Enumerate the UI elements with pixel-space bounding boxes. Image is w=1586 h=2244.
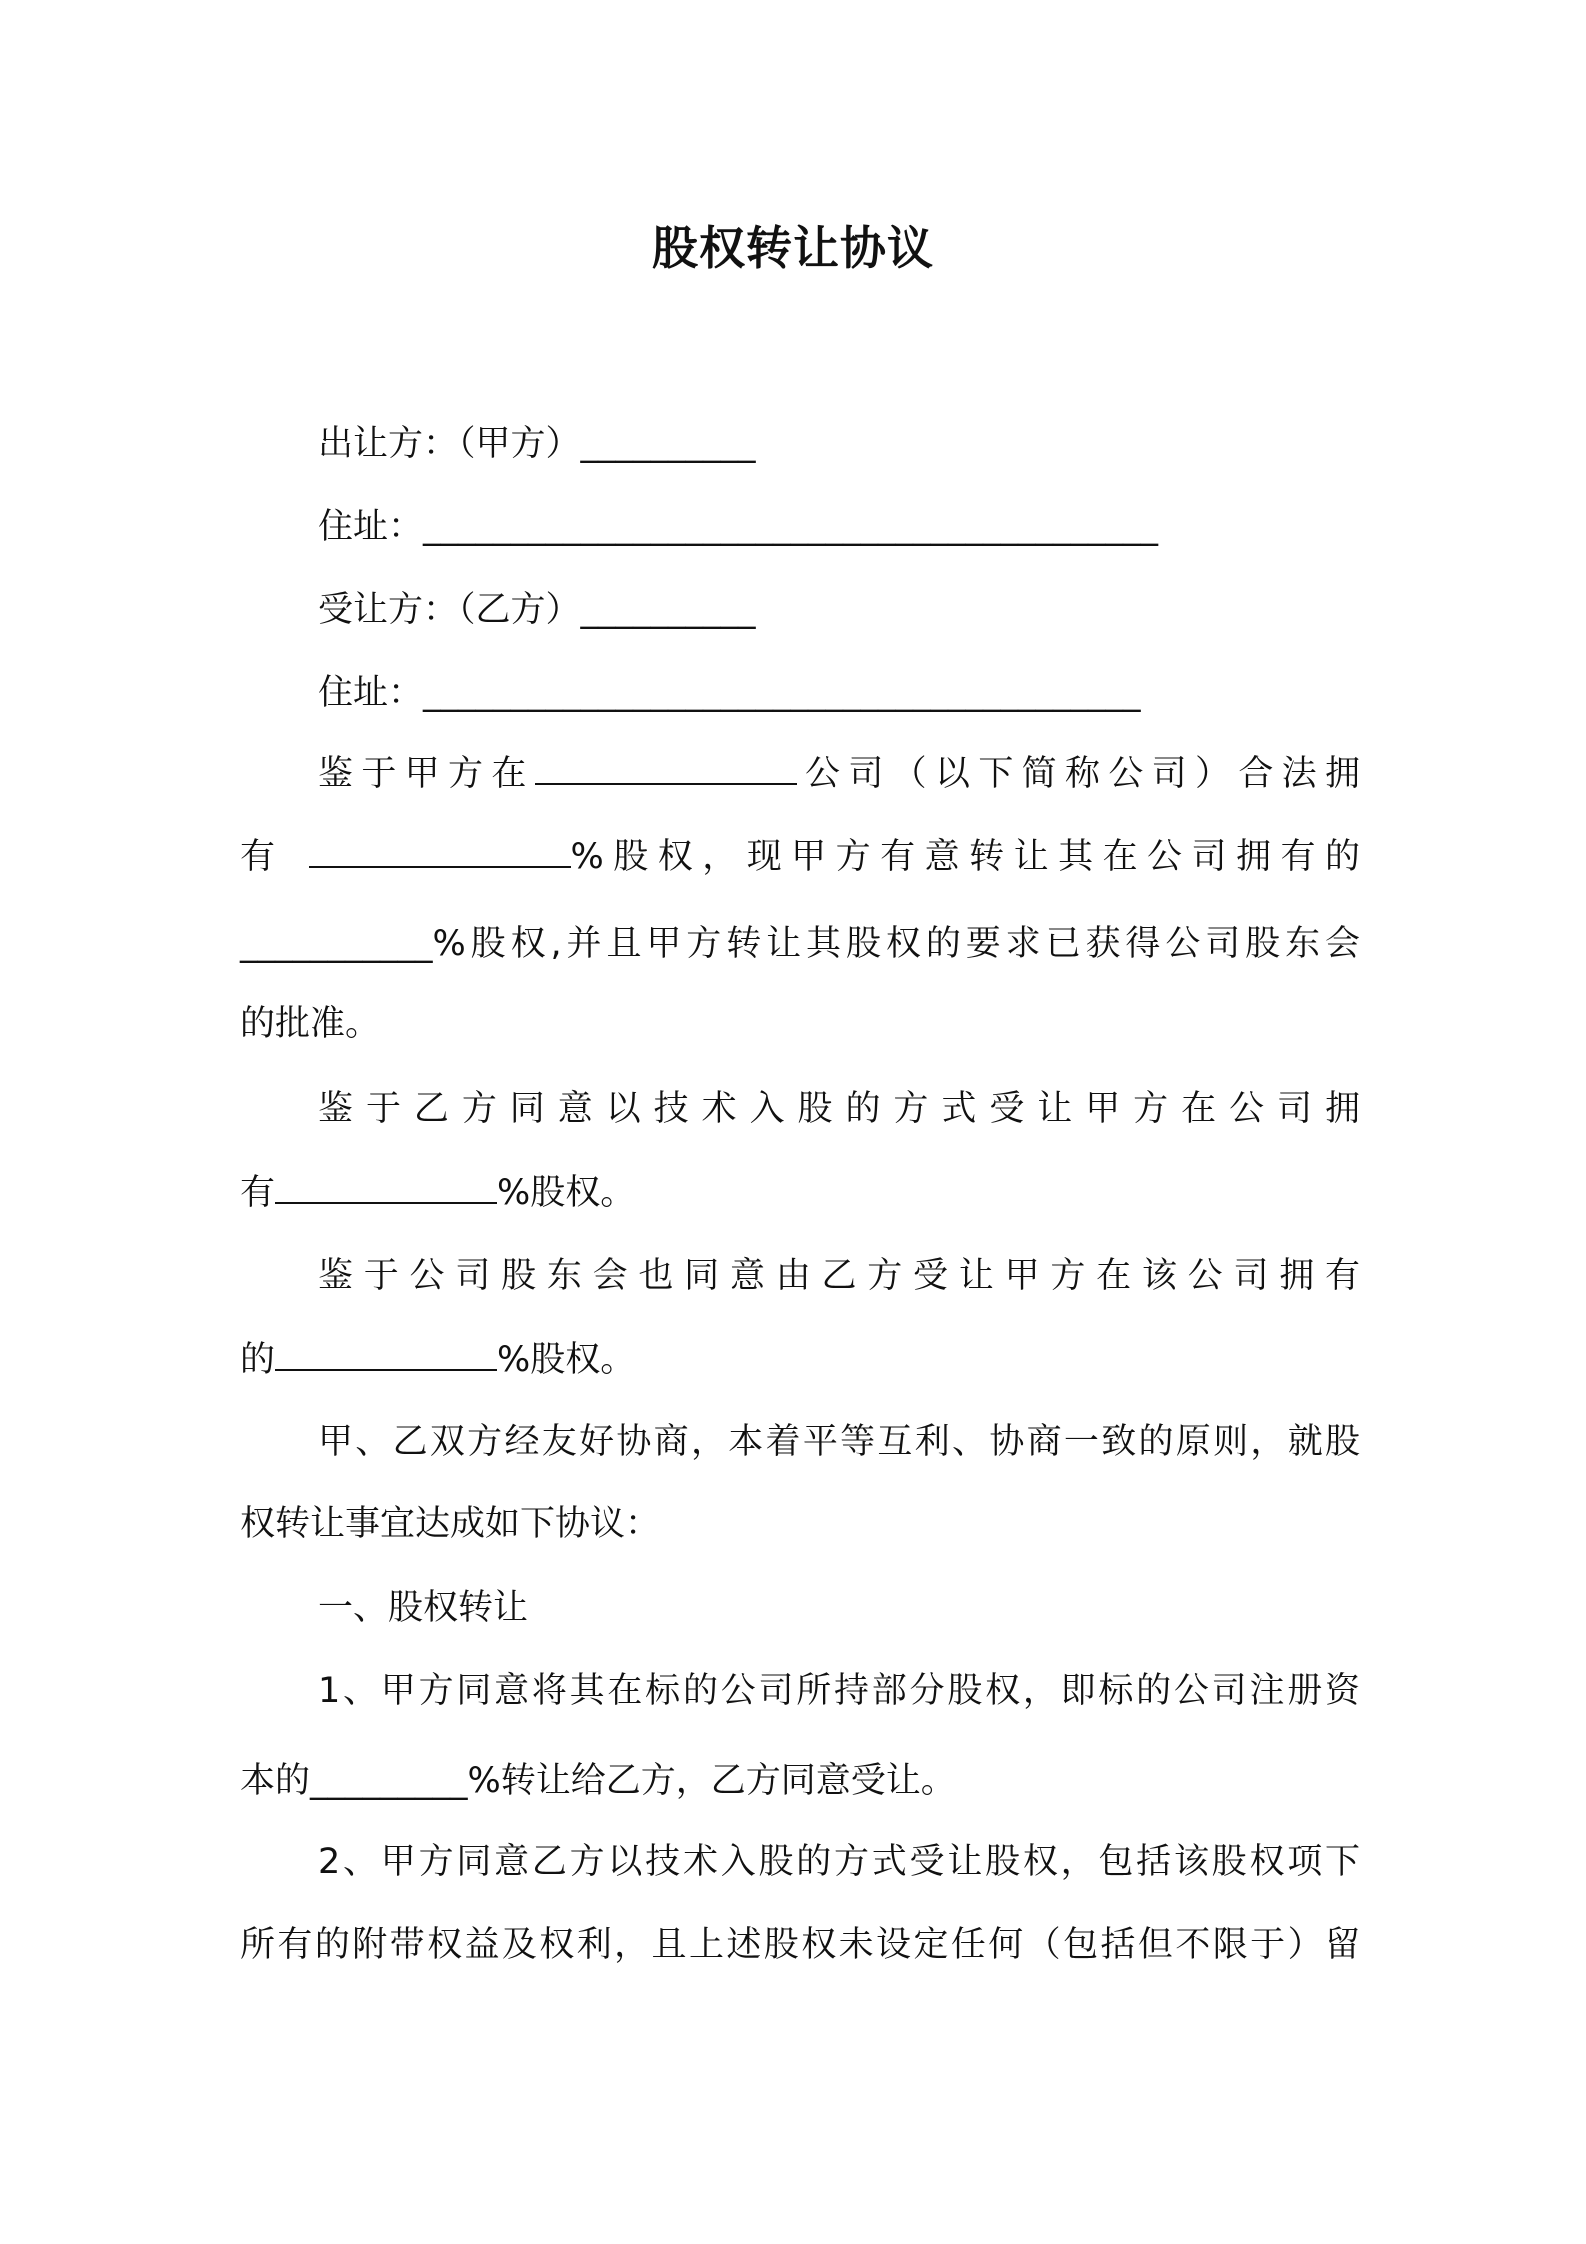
para4-line1: 甲、乙双方经友好协商，本着平等互利、协商一致的原则，就股 — [318, 1422, 1360, 1462]
party-b-line: 受让方：（乙方）__________ — [318, 590, 756, 630]
para1-line2 — [240, 832, 1360, 881]
para2-text-a: 有 — [240, 1173, 276, 1213]
para4-line2: 权转让事宜达成如下协议： — [240, 1504, 661, 1544]
para2-line2 — [240, 1168, 1360, 1217]
party-b-address: 住址：_________________________________________ — [318, 673, 1141, 713]
para1-text-b: 公司（以下简称公司）合法拥 — [796, 754, 1360, 794]
company-name-blank — [535, 749, 797, 785]
para1-text-c: 有 — [240, 837, 285, 877]
clause2-line1: 2、甲方同意乙方以技术入股的方式受让股权，包括该股权项下 — [318, 1842, 1360, 1882]
approved-percent-blank — [275, 1335, 497, 1371]
para2-text-b: %股权。 — [497, 1173, 636, 1213]
clause2-line2: 所有的附带权益及权利，且上述股权未设定任何（包括但不限于）留 — [240, 1925, 1360, 1965]
clause1-line2: 本的_________%转让给乙方，乙方同意受让。 — [240, 1761, 956, 1801]
para3-line1: 鉴于公司股东会也同意由乙方受让甲方在该公司拥有 — [318, 1256, 1360, 1296]
para1-text-d: %股权，现甲方有意转让其在公司拥有的 — [570, 837, 1360, 877]
clause1-line1: 1、甲方同意将其在标的公司所持部分股权，即标的公司注册资 — [318, 1671, 1360, 1711]
document-title: 股权转让协议 — [652, 221, 934, 275]
para2-line1: 鉴于乙方同意以技术入股的方式受让甲方在公司拥 — [318, 1089, 1360, 1129]
para1-line1 — [318, 749, 1360, 798]
para1-line4: 的批准。 — [240, 1004, 381, 1044]
transfer-percent-blank — [275, 1168, 497, 1204]
share-percent-blank — [309, 832, 571, 868]
para3-text-b: %股权。 — [497, 1340, 636, 1380]
para3-text-a: 的 — [240, 1340, 276, 1380]
section1-heading: 一、股权转让 — [318, 1588, 529, 1628]
party-a-address: 住址：__________________________________________ — [318, 507, 1159, 547]
para1-line3: ___________%股权,并且甲方转让其股权的要求已获得公司股东会 — [240, 924, 1360, 964]
para1-text-a: 鉴于甲方在 — [318, 754, 535, 794]
para3-line2 — [240, 1335, 1360, 1384]
party-a-line: 出让方：（甲方）__________ — [318, 424, 756, 464]
